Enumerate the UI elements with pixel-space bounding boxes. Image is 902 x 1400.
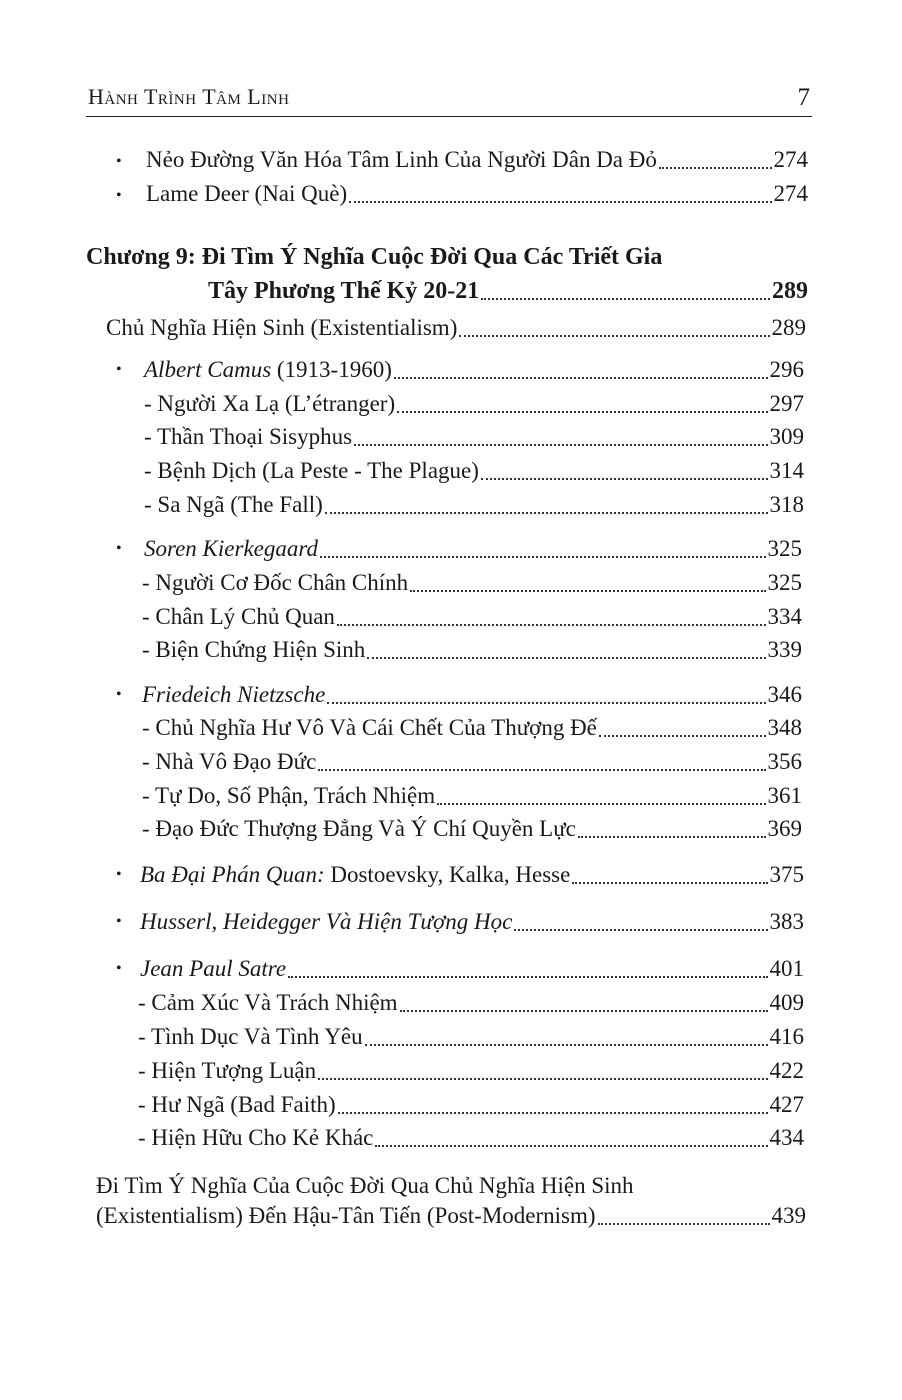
bullet-icon: • — [116, 686, 122, 703]
toc-subentry: - Biện Chứng Hiện Sinh 339 — [142, 637, 802, 662]
toc-subentry: - Thần Thoại Sisyphus 309 — [144, 424, 804, 449]
final-entry-line1: Đi Tìm Ý Nghĩa Của Cuộc Đời Qua Chủ Nghĩa Hiện Sinh — [96, 1173, 634, 1198]
toc-entry: Soren Kierkegaard 325 — [144, 536, 802, 561]
final-entry: (Existentialism) Đến Hậu-Tân Tiến (Post-Modernism) 439 — [96, 1203, 806, 1228]
toc-entry: Husserl, Heidegger Và Hiện Tượng Học 383 — [140, 909, 804, 934]
toc-subentry: - Hiện Tượng Luận 422 — [138, 1058, 804, 1083]
toc-subentry: - Tình Dục Và Tình Yêu 416 — [138, 1024, 804, 1049]
bullet-icon: • — [116, 866, 122, 883]
toc-subentry: - Sa Ngã (The Fall) 318 — [144, 492, 804, 517]
toc-entry: Nẻo Đường Văn Hóa Tâm Linh Của Người Dân Da Đỏ 274 — [146, 147, 808, 172]
toc-subentry: - Cảm Xúc Và Trách Nhiệm 409 — [138, 990, 804, 1015]
bullet-icon: • — [116, 960, 122, 977]
bullet-icon: • — [116, 913, 122, 930]
section-entry: Chủ Nghĩa Hiện Sinh (Existentialism) 289 — [106, 315, 806, 340]
toc-entry: Albert Camus (1913-1960) 296 — [144, 357, 804, 382]
book-title: Hành Trình Tâm Linh — [88, 84, 290, 109]
toc-entry: Friedeich Nietzsche 346 — [142, 682, 802, 707]
toc-subentry: - Hư Ngã (Bad Faith) 427 — [138, 1092, 804, 1117]
toc-subentry: - Chân Lý Chủ Quan 334 — [142, 604, 802, 629]
bullet-icon: • — [116, 361, 122, 378]
chapter-title: Chương 9: Đi Tìm Ý Nghĩa Cuộc Đời Qua Các Triết Gia — [86, 244, 663, 270]
toc-subentry: - Hiện Hữu Cho Kẻ Khác 434 — [138, 1125, 804, 1150]
toc-subentry: - Nhà Vô Đạo Đức 356 — [142, 749, 802, 774]
chapter-title-cont: Tây Phương Thế Kỷ 20-21 289 — [208, 278, 808, 304]
toc-entry: Ba Đại Phán Quan: Dostoevsky, Kalka, Hesse 375 — [140, 862, 804, 887]
bullet-icon: • — [116, 540, 122, 557]
toc-subentry: - Bệnh Dịch (La Peste - The Plague) 314 — [144, 458, 804, 483]
toc-subentry: - Tự Do, Số Phận, Trách Nhiệm 361 — [142, 783, 802, 808]
toc-entry: Lame Deer (Nai Què) 274 — [146, 181, 808, 206]
toc-subentry: - Người Cơ Đốc Chân Chính 325 — [142, 570, 802, 595]
toc-subentry: - Người Xa Lạ (L’étranger) 297 — [144, 391, 804, 416]
page-number: 7 — [797, 84, 810, 111]
bullet-icon: • — [116, 187, 122, 204]
toc-entry: Jean Paul Satre 401 — [140, 956, 804, 981]
toc-subentry: - Chủ Nghĩa Hư Vô Và Cái Chết Của Thượng Đế 348 — [142, 715, 802, 740]
bullet-icon: • — [116, 153, 122, 170]
toc-subentry: - Đạo Đức Thượng Đẳng Và Ý Chí Quyền Lực 369 — [142, 816, 802, 841]
